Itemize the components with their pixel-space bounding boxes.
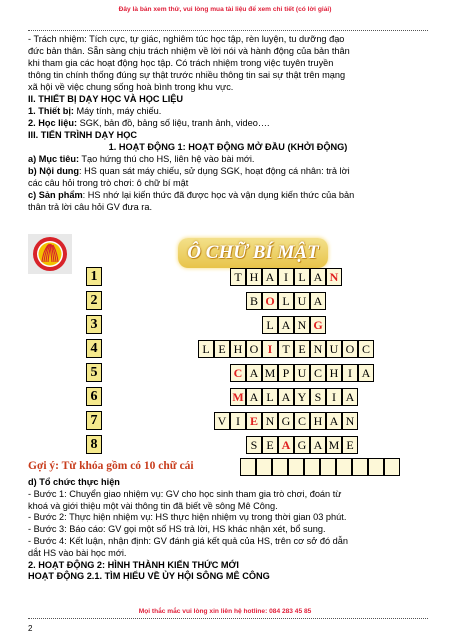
activity-heading: 1. HOẠT ĐỘNG 1: HOẠT ĐỘNG MỞ ĐẦU (KHỞI ĐỘNG) [108,142,348,152]
letter-cell: T [230,268,246,286]
text-line: thông tin chính thống đúng sự thật trước nhiều thông tin sai sự thật trên mạng [28,70,346,80]
letter-cell: H [326,364,342,382]
letter-cell: M [230,388,246,406]
content-line [28,165,428,177]
letter-cell: C [358,340,374,358]
secret-word-puzzle [28,232,428,474]
footer-divider [28,618,428,619]
product-line [28,189,428,201]
letter-cell: M [262,364,278,382]
letter-cell: V [214,412,230,430]
letter-cell: O [262,292,278,310]
letter-cell: N [294,316,310,334]
letter-cell: E [246,412,262,430]
text-line: khi tham gia các hoạt động học tập. Có trách nhiệm trong việc tuyên truyền [28,58,334,68]
letter-cell: S [246,436,262,454]
letter-cell: I [278,268,294,286]
keyword-cell [304,458,320,476]
preview-banner: Đây là bản xem thử, vui lòng mua tài liệu để xem chi tiết (có lời giải) [118,6,332,13]
letter-cell: I [230,412,246,430]
letter-cell: G [278,412,294,430]
letter-cell: S [310,388,326,406]
letter-cell: A [358,364,374,382]
letter-cell: B [246,292,262,310]
text-line: các câu hỏi trong trò chơi: ô chữ bí mật [28,178,189,188]
letter-cell: Y [294,388,310,406]
section-heading: d) Tổ chức thực hiện [28,477,120,487]
letter-cell: E [262,436,278,454]
keyword-cell [352,458,368,476]
letter-cell: L [278,292,294,310]
letter-cell: P [278,364,294,382]
asean-logo-icon [28,234,72,274]
question-number: 7 [86,411,102,430]
keyword-cell [368,458,384,476]
question-number: 8 [86,435,102,454]
header-divider [28,30,428,31]
keyword-cell [384,458,400,476]
label: 2. Học liệu: [28,118,78,128]
letter-cell: I [342,364,358,382]
document-body [28,33,428,213]
question-number: 3 [86,315,102,334]
letter-cell: E [294,340,310,358]
value: SGK, bản đồ, bảng số liệu, tranh ảnh, video…. [77,118,270,128]
text-line: - Bước 2: Thực hiện nhiệm vụ: HS thực hiện nhiệm vụ trong thời gian 03 phút. [28,512,347,523]
keyword-cell [320,458,336,476]
letter-cell: A [310,268,326,286]
letter-cell: N [262,412,278,430]
text-line: - Bước 4: Kết luận, nhận định: GV đánh giá kết quả của HS, trên cơ sở đó dẫn [28,535,348,546]
letter-cell: N [326,268,342,286]
letter-cell: O [246,340,262,358]
activity-subheading: HOẠT ĐỘNG 2.1. TÌM HIỂU VỀ ỦY HỘI SÔNG MÊ CÔNG [28,571,270,582]
letter-cell: A [326,412,342,430]
letter-cell: A [310,292,326,310]
section-heading: II. THIẾT BỊ DẠY HỌC VÀ HỌC LIỆU [28,94,184,104]
letter-cell: H [310,412,326,430]
objective-line [28,153,428,165]
text-line: - Bước 1: Chuyển giao nhiệm vụ: GV cho học sinh tham gia trò chơi, đoán từ [28,488,342,499]
text-line: - Trách nhiệm: Tích cực, tự giác, nghiêm túc học tập, rèn luyện, tu dưỡng đạo [28,34,345,44]
equipment-line [28,105,428,117]
puzzle-title [178,238,328,268]
letter-cell: I [326,388,342,406]
letter-cell: A [310,436,326,454]
letter-cell: A [278,436,294,454]
keyword-cell [272,458,288,476]
letter-cell: G [310,316,326,334]
section-heading: III. TIẾN TRÌNH DẠY HỌC [28,130,138,140]
letter-cell: C [230,364,246,382]
page-number: 2 [28,624,33,633]
puzzle-title-text: Ô CHỮ BÍ MẬT [187,242,319,263]
question-number: 5 [86,363,102,382]
activity-heading: 2. HOẠT ĐỘNG 2: HÌNH THÀNH KIẾN THỨC MỚI [28,559,239,570]
label: 1. Thiết bị: [28,106,74,116]
value: Tạo hứng thú cho HS, liên hệ vào bài mới. [79,154,255,164]
keyword-cell [288,458,304,476]
letter-cell: N [342,412,358,430]
letter-cell: N [310,340,326,358]
letter-cell: H [230,340,246,358]
letter-cell: T [278,340,294,358]
keyword-cell [336,458,352,476]
question-number: 2 [86,291,102,310]
question-number: 4 [86,339,102,358]
hotline-footer: Mọi thắc mắc vui lòng xin liên hệ hotline: 084 283 45 85 [138,608,312,615]
letter-cell: A [262,268,278,286]
letter-cell: A [342,388,358,406]
question-number: 6 [86,387,102,406]
keyword-cell [256,458,272,476]
letter-cell: G [294,436,310,454]
label: c) Sản phẩm [28,190,83,200]
letter-cell: C [294,412,310,430]
letter-cell: L [262,316,278,334]
letter-cell: E [342,436,358,454]
letter-cell: A [246,388,262,406]
value: : HS nhớ lại kiến thức đã được học và vận dụng kiến thức của bản [82,190,355,200]
text-line: khoá và giới thiệu một vài thông tin đã biết về sông Mê Công. [28,500,278,511]
letter-cell: H [246,268,262,286]
letter-cell: O [342,340,358,358]
letter-cell: C [310,364,326,382]
letter-cell: A [246,364,262,382]
letter-cell: A [278,388,294,406]
label: b) Nội dung [28,166,80,176]
letter-cell: M [326,436,342,454]
letter-cell: U [326,340,342,358]
label: a) Mục tiêu: [28,154,80,164]
keyword-cell [240,458,256,476]
question-number: 1 [86,267,102,286]
text-line: - Bước 3: Báo cáo: GV gọi một số HS trả lời, HS khác nhận xét, bổ sung. [28,524,326,535]
text-line: xã hội về việc chung sống hoà bình trong khu vực. [28,82,234,92]
materials-line [28,117,428,129]
letter-cell: U [294,364,310,382]
letter-cell: U [294,292,310,310]
text-line: thân trả lời câu hỏi GV đưa ra. [28,202,153,212]
text-line: đức bản thân. Sẵn sàng chịu trách nhiệm về lời nói và hành động của bản thân [28,46,350,56]
value: : HS quan sát máy chiếu, sử dụng SGK, hoạt động cá nhân: trả lời [79,166,350,176]
value: Máy tính, máy chiếu. [73,106,162,116]
text-line: dắt HS vào bài học mới. [28,547,127,558]
puzzle-hint: Gợi ý: Từ khóa gồm có 10 chữ cái [28,460,194,472]
letter-cell: A [278,316,294,334]
letter-cell: L [198,340,214,358]
document-body-continued [28,477,428,583]
letter-cell: L [294,268,310,286]
letter-cell: L [262,388,278,406]
letter-cell: E [214,340,230,358]
letter-cell: I [262,340,278,358]
